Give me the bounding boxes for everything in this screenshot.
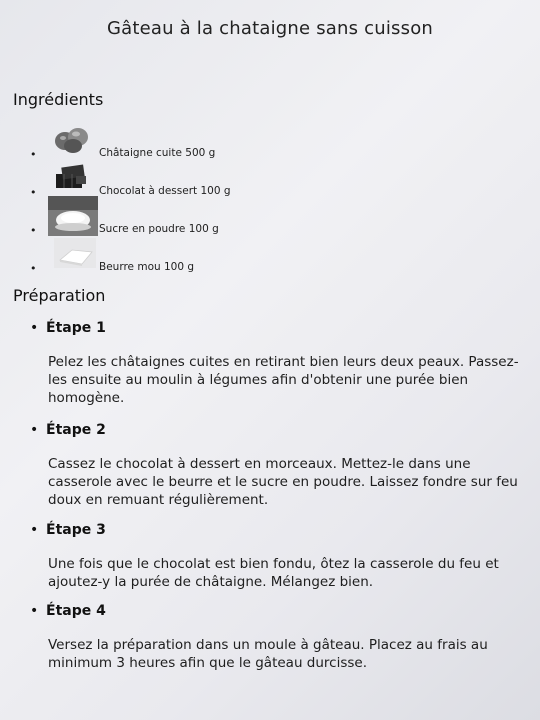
chocolate-icon xyxy=(54,164,90,196)
step-text: Pelez les châtaignes cuites en retirant bien leurs deux peaux. Passez-les ensuite au moulin à légumes afin d'obtenir une purée bien homogène. xyxy=(48,354,519,406)
ingredients-heading: Ingrédients xyxy=(13,90,104,109)
preparation-heading: Préparation xyxy=(13,286,106,305)
bullet-icon: • xyxy=(30,186,37,199)
chestnut-icon xyxy=(52,124,92,158)
butter-icon xyxy=(54,238,96,272)
step-title: Étape 3 xyxy=(46,522,106,538)
ingredient-label: Sucre en poudre 100 g xyxy=(99,223,219,235)
ingredient-label: Chocolat à dessert 100 g xyxy=(99,185,231,197)
ingredient-label: Beurre mou 100 g xyxy=(99,261,195,273)
page-title: Gâteau à la chataigne sans cuisson xyxy=(106,18,434,39)
step-heading xyxy=(30,320,106,336)
bullet-icon: • xyxy=(30,603,39,619)
step-text: Cassez le chocolat à dessert en morceaux. Mettez-le dans une casserole avec le beurre et le sucre en poudre. Laissez fondre sur feu doux en remuant régulièrement. xyxy=(48,456,518,508)
bullet-icon: • xyxy=(30,522,39,538)
bullet-icon: • xyxy=(30,422,39,438)
bullet-icon: • xyxy=(30,320,39,336)
bullet-icon: • xyxy=(30,224,37,237)
ingredient-label: Châtaigne cuite 500 g xyxy=(99,147,216,159)
ingredient-item xyxy=(0,254,540,284)
step-title: Étape 2 xyxy=(46,422,106,438)
step-text: Une fois que le chocolat est bien fondu, ôtez la casserole du feu et ajoutez-y la purée de châtaigne. Mélangez bien. xyxy=(48,556,499,590)
bullet-icon: • xyxy=(30,262,37,275)
step-heading xyxy=(30,422,106,438)
step-text: Versez la préparation dans un moule à gâteau. Placez au frais au minimum 3 heures afin que le gâteau durcisse. xyxy=(48,637,488,671)
sugar-icon xyxy=(48,196,98,240)
bullet-icon: • xyxy=(30,148,37,161)
step-heading xyxy=(30,603,106,619)
step-title: Étape 4 xyxy=(46,603,106,619)
step-title: Étape 1 xyxy=(46,320,106,336)
step-heading xyxy=(30,522,106,538)
